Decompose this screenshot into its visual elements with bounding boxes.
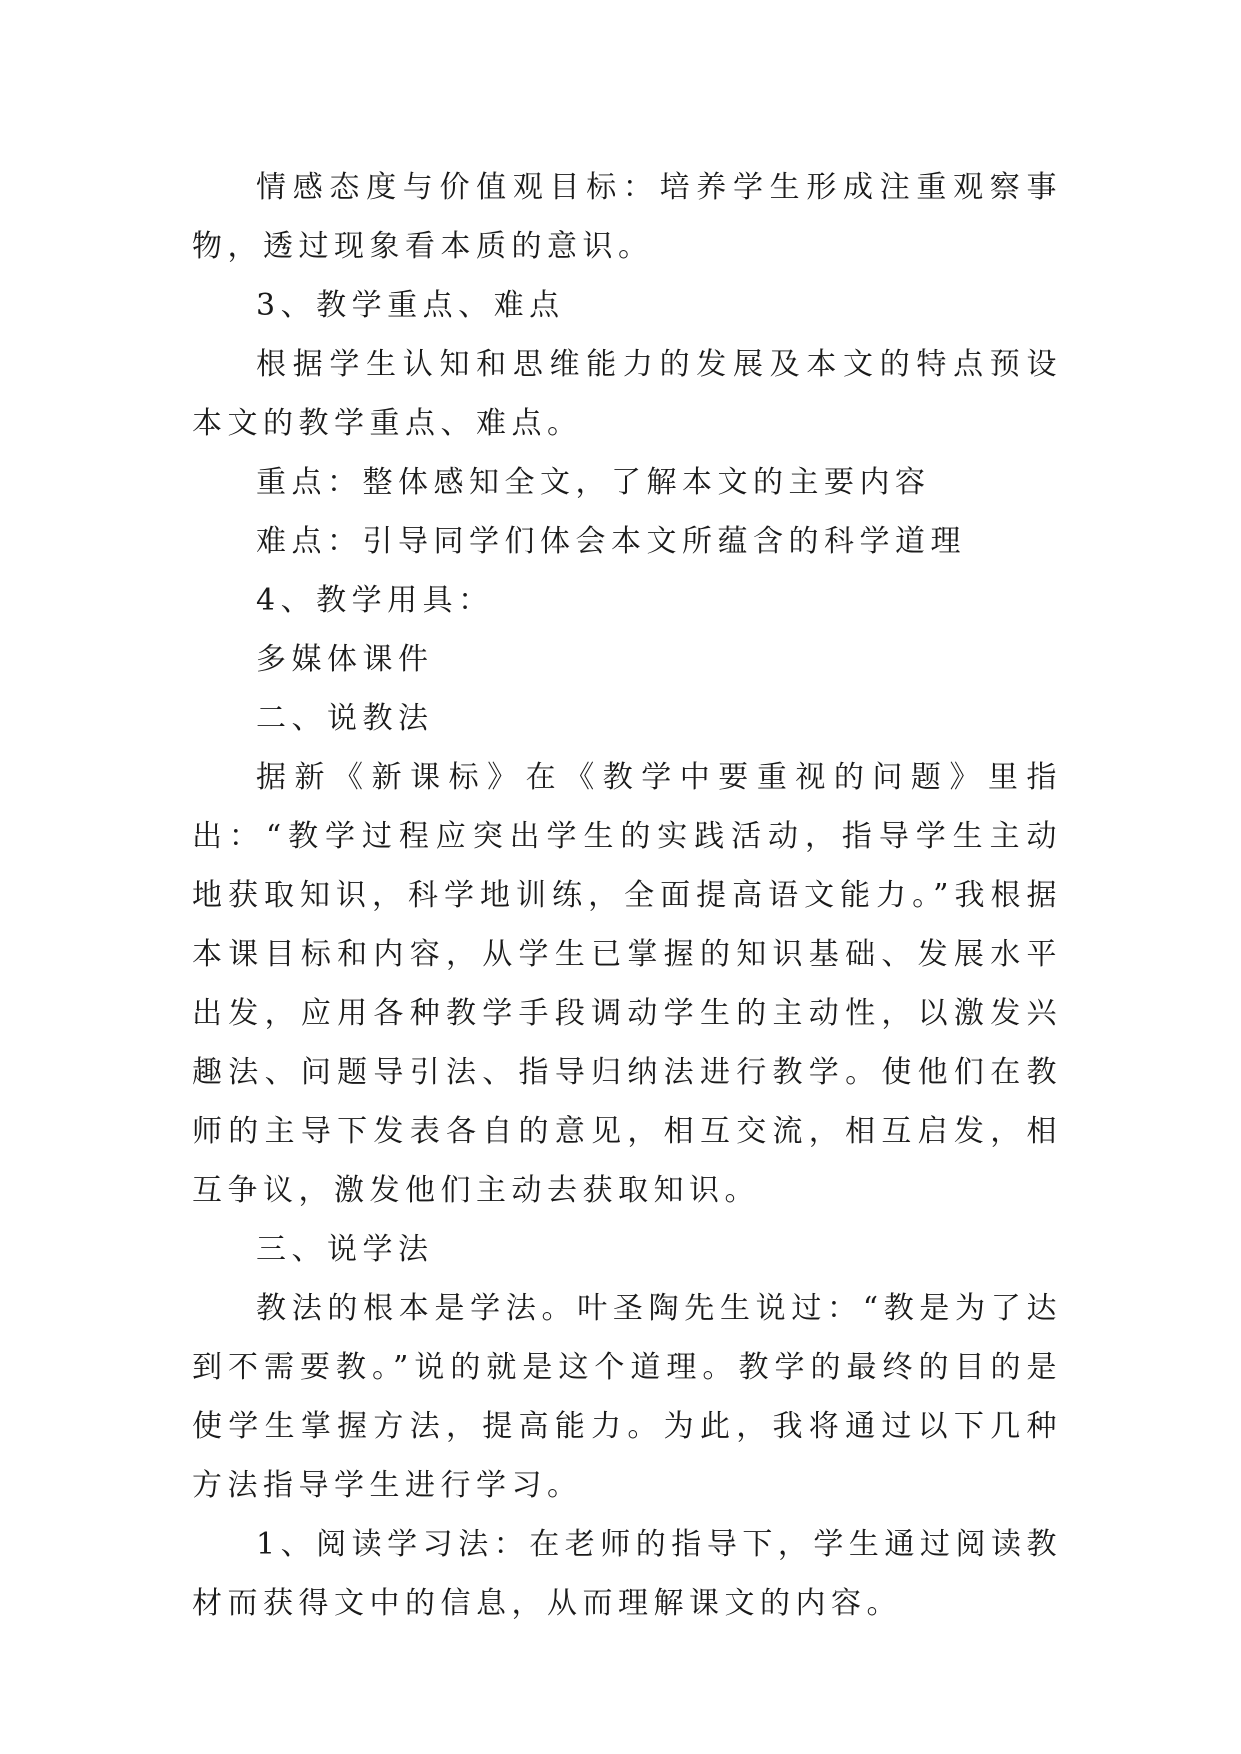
paragraph-learning-method: 教法的根本是学法。叶圣陶先生说过：“教是为了达到不需要教。”说的就是这个道理。教学的最终的目的是使学生掌握方法，提高能力。为此，我将通过以下几种方法指导学生进行学习。 xyxy=(192,1291,1062,1503)
paragraph-reading-method: 1、阅读学习法：在老师的指导下，学生通过阅读教材而获得文中的信息，从而理解课文的内容。 xyxy=(192,1527,1062,1621)
paragraph-teaching-tools: 多媒体课件 xyxy=(256,642,434,677)
document-body xyxy=(192,158,1062,1633)
paragraph-key-point: 重点：整体感知全文，了解本文的主要内容 xyxy=(256,465,931,500)
heading-learning-method: 三、说学法 xyxy=(256,1232,434,1267)
heading-teaching-method: 二、说教法 xyxy=(256,701,434,736)
paragraph-difficult-point: 难点：引导同学们体会本文所蕴含的科学道理 xyxy=(256,524,966,559)
paragraph-teaching-method: 据新《新课标》在《教学中要重视的问题》里指出：“教学过程应突出学生的实践活动，指导学生主动地获取知识，科学地训练，全面提高语文能力。”我根据本课目标和内容，从学生已掌握的知识基础、发展水平出发，应用各种教学手段调动学生的主动性，以激发兴趣法、问题导引法、指导归纳法进行教学。使他们在教师的主导下发表各自的意见，相互交流，相互启发，相互争议，激发他们主动去获取知识。 xyxy=(192,760,1062,1208)
heading-key-points: 3、教学重点、难点 xyxy=(256,288,565,323)
paragraph-affective-goal: 情感态度与价值观目标：培养学生形成注重观察事物，透过现象看本质的意识。 xyxy=(192,170,1062,264)
paragraph-key-points-intro: 根据学生认知和思维能力的发展及本文的特点预设本文的教学重点、难点。 xyxy=(192,347,1062,441)
heading-teaching-tools: 4、教学用具： xyxy=(256,583,494,618)
